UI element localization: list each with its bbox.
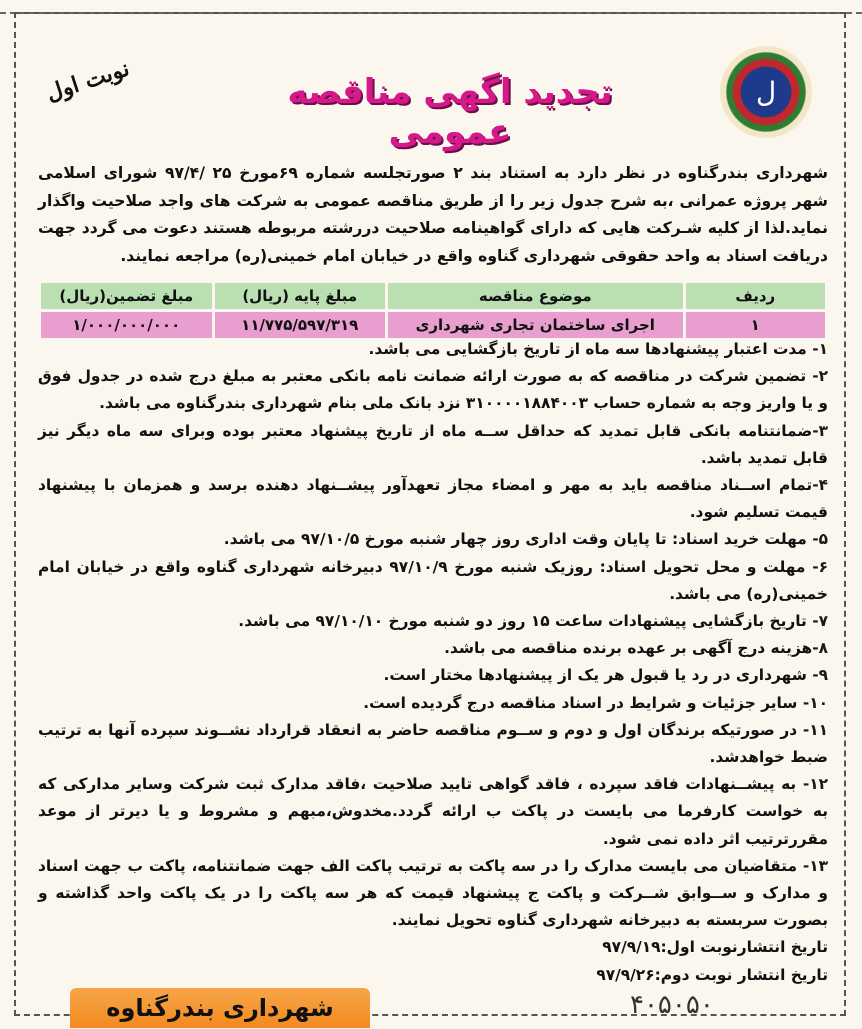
cell-guarantee-amount: ۱/۰۰۰/۰۰۰/۰۰۰ [41,312,212,338]
handwritten-code: ۴۰۵۰۵۰ [630,990,714,1020]
list-item: ۱۰- سایر جزئیات و شرایط در اسناد مناقصه درج گردیده است. [363,693,828,712]
municipality-logo-icon: ل [720,46,812,138]
list-item: ۱۲- به پیشــنهادات فاقد سپرده ، فاقد گواهی تایید صلاحیت ،فاقد مدارک ثبت شرکت وسایر مدارکی که به خواست کارفرما می بایست در پاکت ب ارائه گردد.مخدوش،مبهم و مشروط و یا دیرتر از موعد مقررترتیب اثر داده نمی شود. [38,775,828,848]
cell-subject: اجرای ساختمان تجاری شهرداری [388,312,683,338]
footer-banner [70,988,370,1028]
publish-date-first: تاریخ انتشارنوبت اول:۹۷/۹/۱۹ [602,938,828,957]
intro-text: شهرداری بندرگناوه در نظر دارد به استناد بند ۲ صورتجلسه شماره ۶۹مورخ ۲۵ /۹۷/۴ شورای اسلامی شهر پروژه عمرانی ،به شرح جدول زیر را از طریق مناقصه عمومی به شرکت های واجد صلاحیت واگذار نماید.لذا از کلیه شـرکت هایی که دارای گواهینامه صلاحیت دررشته مربوطه هستند دعوت می گردد جهت دریافت اسناد به واحد حقوقی شهرداری گناوه واقع در خیابان امام خمینی(ره) مراجعه نمایند. [38,164,828,265]
list-item: ۲- تضمین شرکت در مناقصه که به صورت ارائه ضمانت نامه بانکی معتبر به مبلغ درج شده در جدول فوق و یا واریز وجه به شماره حساب ۳۱۰۰۰۰۱۸۸۴۰۰۳ نزد بانک ملی بنام شهرداری بندرگناوه می باشد. [38,367,828,413]
list-item: ۸-هزینه درج آگهی بر عهده برنده مناقصه می باشد. [444,639,828,658]
cell-base-amount: ۱۱/۷۷۵/۵۹۷/۳۱۹ [215,312,386,338]
list-item: ۱۳- متقاضیان می بایست مدارک را در سه پاکت به ترتیب پاکت الف جهت ضمانتنامه، پاکت ب جهت اسناد و مدارک و ســوابق شــرکت و پاکت ج پیشنهاد قیمت که هر سه پاکت را در یک پاکت واحد گذاشته و بصورت سربسته به دبیرخانه شهرداری گناوه تحویل نمایند. [38,856,828,930]
list-item: ۷- تاریخ بازگشایی پیشنهادات ساعت ۱۵ روز دو شنبه مورخ ۹۷/۱۰/۱۰ می باشد. [238,612,828,631]
header-row-number: ردیف [686,283,826,309]
table-header-row [41,283,825,309]
ad-title: تجدید اگهی مناقصه عمومی [287,72,613,152]
publish-date-second: تاریخ انتشار نوبت دوم:۹۷/۹/۲۶ [596,965,828,984]
list-item: ۱- مدت اعتبار پیشنهادها سه ماه از تاریخ بازگشایی می باشد. [368,340,828,358]
table-row [41,312,825,338]
list-item: ۵- مهلت خرید اسناد: تا پایان وقت اداری روز چهار شنبه مورخ ۹۷/۱۰/۵ می باشد. [223,530,828,549]
header-guarantee-amount: مبلغ تضمین(ریال) [41,283,212,309]
list-item: ۶- مهلت و محل تحویل اسناد: روزیک شنبه مورخ ۹۷/۱۰/۹ دبیرخانه شهرداری گناوه واقع در خیابان امام خمینی(ره) می باشد. [38,557,828,603]
cell-row-number: ۱ [686,312,826,338]
header-subject: موضوع مناقصه [388,283,683,309]
list-item: ۱۱- در صورتیکه برندگان اول و دوم و ســوم مناقصه حاضر به انعقاد قرارداد نشــوند سپرده آنها به ترتیب ضبط خواهدشد. [38,720,828,767]
list-item: ۳-ضمانتنامه بانکی قابل تمدید که حداقل ســه ماه از تاریخ پیشنهاد معتبر بوده وبرای سه ماه دیگر نیز قابل تمدید باشد. [38,421,828,467]
list-item: ۹- شهرداری در رد یا قبول هر یک از پیشنهادها مختار است. [383,666,828,685]
conditions-list [38,336,828,989]
intro-paragraph [38,160,828,270]
footer-org-name: شهرداری بندرگناوه [106,994,334,1022]
header-base-amount: مبلغ پایه (ریال) [215,283,386,309]
tender-table [38,280,828,341]
list-item: ۴-تمام اســناد مناقصه باید به مهر و امضاء مجاز تعهدآور پیشــنهاد دهنده برسد و همزمان با پیشنهاد قیمت تسلیم شود. [38,476,828,522]
turn-label: نوبت اول [43,55,133,107]
